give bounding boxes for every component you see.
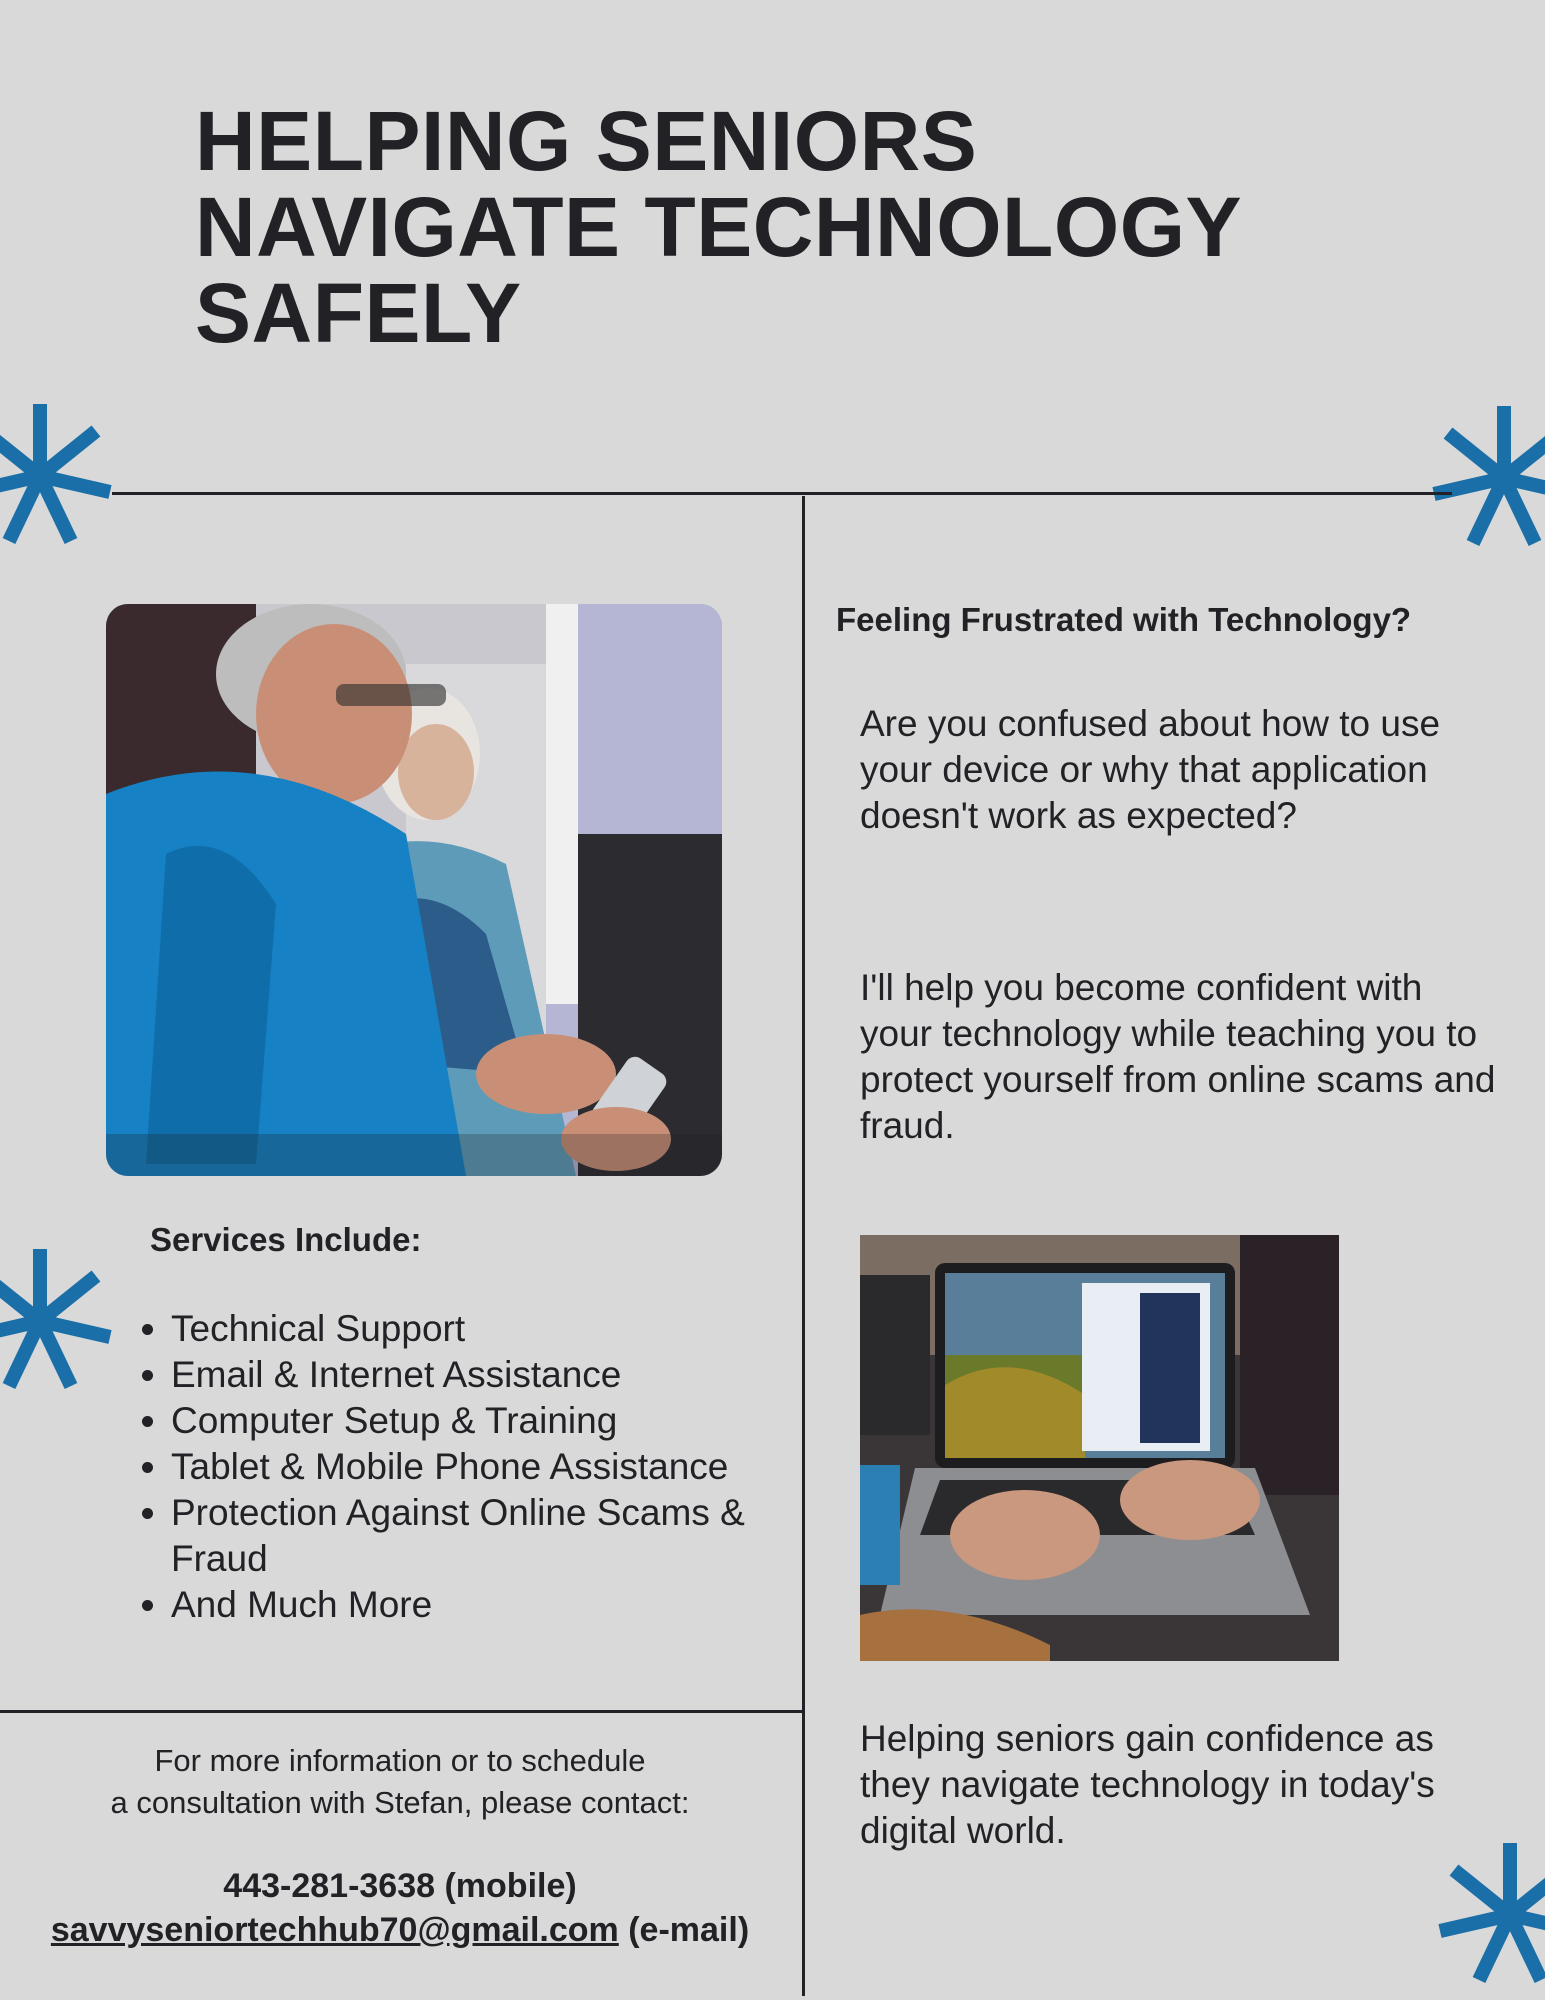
photo-laptop-hands bbox=[860, 1235, 1339, 1661]
contact-block bbox=[0, 1740, 800, 1952]
title-line-2: NAVIGATE TECHNOLOGY bbox=[195, 180, 1243, 274]
frustrated-heading: Feeling Frustrated with Technology? bbox=[836, 601, 1412, 638]
services-list bbox=[130, 1306, 791, 1628]
closing-paragraph: Helping seniors gain confidence as they navigate technology in today's digital world. bbox=[860, 1718, 1435, 1851]
email-suffix: (e-mail) bbox=[618, 1911, 750, 1949]
contact-divider bbox=[0, 1710, 803, 1713]
asterisk-icon bbox=[1424, 398, 1545, 558]
list-item: • Email & Internet Assistance bbox=[171, 1352, 791, 1398]
list-item: • Tablet & Mobile Phone Assistance bbox=[171, 1444, 791, 1490]
asterisk-icon bbox=[0, 396, 120, 556]
email-link[interactable]: savvyseniortechhub70@gmail.com bbox=[50, 1911, 619, 1949]
title-line-3: SAFELY bbox=[195, 266, 522, 360]
list-item: • And Much More bbox=[171, 1582, 791, 1628]
asterisk-icon bbox=[0, 1241, 120, 1401]
confidence-paragraph: I'll help you become confident with your technology while teaching you to protect yourself from online scams and fraud. bbox=[860, 967, 1496, 1146]
services-heading: Services Include: bbox=[150, 1221, 422, 1258]
intro-paragraph: Are you confused about how to use your device or why that application doesn't work as expected? bbox=[860, 703, 1441, 836]
list-item: • Computer Setup & Training bbox=[171, 1398, 791, 1444]
contact-line-2: a consultation with Stefan, please contact: bbox=[110, 1785, 690, 1820]
photo-seniors-with-phone bbox=[106, 604, 722, 1176]
list-item: • Protection Against Online Scams & Fraud bbox=[171, 1490, 791, 1582]
list-item: • Technical Support bbox=[171, 1306, 791, 1352]
top-divider bbox=[112, 492, 1452, 495]
phone-number: 443-281-3638 (mobile) bbox=[223, 1867, 577, 1905]
contact-line-1: For more information or to schedule bbox=[154, 1743, 646, 1778]
title-line-1: HELPING SENIORS bbox=[195, 94, 978, 188]
page-title bbox=[195, 94, 1395, 360]
email-line bbox=[0, 1908, 800, 1952]
column-divider bbox=[802, 496, 805, 1996]
asterisk-icon bbox=[1430, 1835, 1545, 1995]
